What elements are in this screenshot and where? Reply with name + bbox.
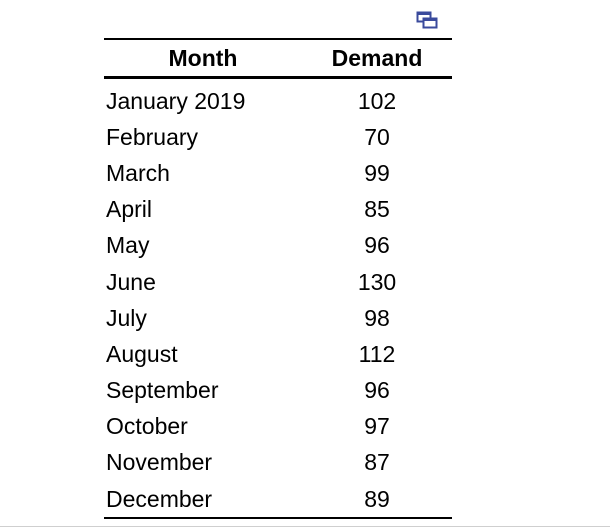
copy-icon[interactable] bbox=[416, 11, 438, 29]
table-header-row bbox=[104, 39, 452, 78]
demand-cell: 87 bbox=[364, 449, 390, 476]
month-cell: October bbox=[106, 413, 188, 440]
month-cell: June bbox=[106, 268, 156, 295]
month-cell: September bbox=[106, 377, 219, 404]
demand-cell: 98 bbox=[364, 304, 390, 331]
demand-cell: 99 bbox=[364, 159, 390, 186]
demand-cell: 102 bbox=[357, 87, 397, 114]
table-row bbox=[104, 481, 452, 518]
table-row bbox=[104, 119, 452, 155]
demand-cell: 97 bbox=[364, 413, 390, 440]
demand-cell: 112 bbox=[358, 340, 396, 367]
table-row bbox=[104, 155, 452, 191]
table-row bbox=[104, 264, 452, 300]
table-row bbox=[104, 228, 452, 264]
month-cell: March bbox=[106, 159, 170, 186]
table-row bbox=[104, 192, 452, 228]
divider bbox=[0, 526, 610, 527]
table-row bbox=[104, 300, 452, 336]
demand-cell: 85 bbox=[364, 196, 390, 223]
demand-column-header: Demand bbox=[302, 39, 452, 78]
table-row bbox=[104, 409, 452, 445]
demand-cell: 89 bbox=[364, 485, 390, 512]
demand-cell: 96 bbox=[364, 377, 390, 404]
month-cell: January 2019 bbox=[106, 87, 246, 114]
demand-cell: 130 bbox=[357, 268, 397, 295]
table-row bbox=[104, 445, 452, 481]
month-cell: August bbox=[106, 340, 178, 367]
month-cell: December bbox=[106, 485, 213, 512]
month-column-header: Month bbox=[104, 39, 302, 78]
demand-table bbox=[104, 38, 452, 519]
month-cell: July bbox=[106, 304, 147, 331]
demand-cell: 70 bbox=[364, 123, 390, 150]
demand-cell: 96 bbox=[364, 232, 390, 259]
table-row bbox=[104, 373, 452, 409]
table-row bbox=[104, 78, 452, 120]
month-cell: February bbox=[106, 123, 199, 150]
month-cell: April bbox=[106, 196, 153, 223]
table-row bbox=[104, 336, 452, 372]
month-cell: May bbox=[106, 232, 150, 259]
month-cell: November bbox=[106, 449, 213, 476]
